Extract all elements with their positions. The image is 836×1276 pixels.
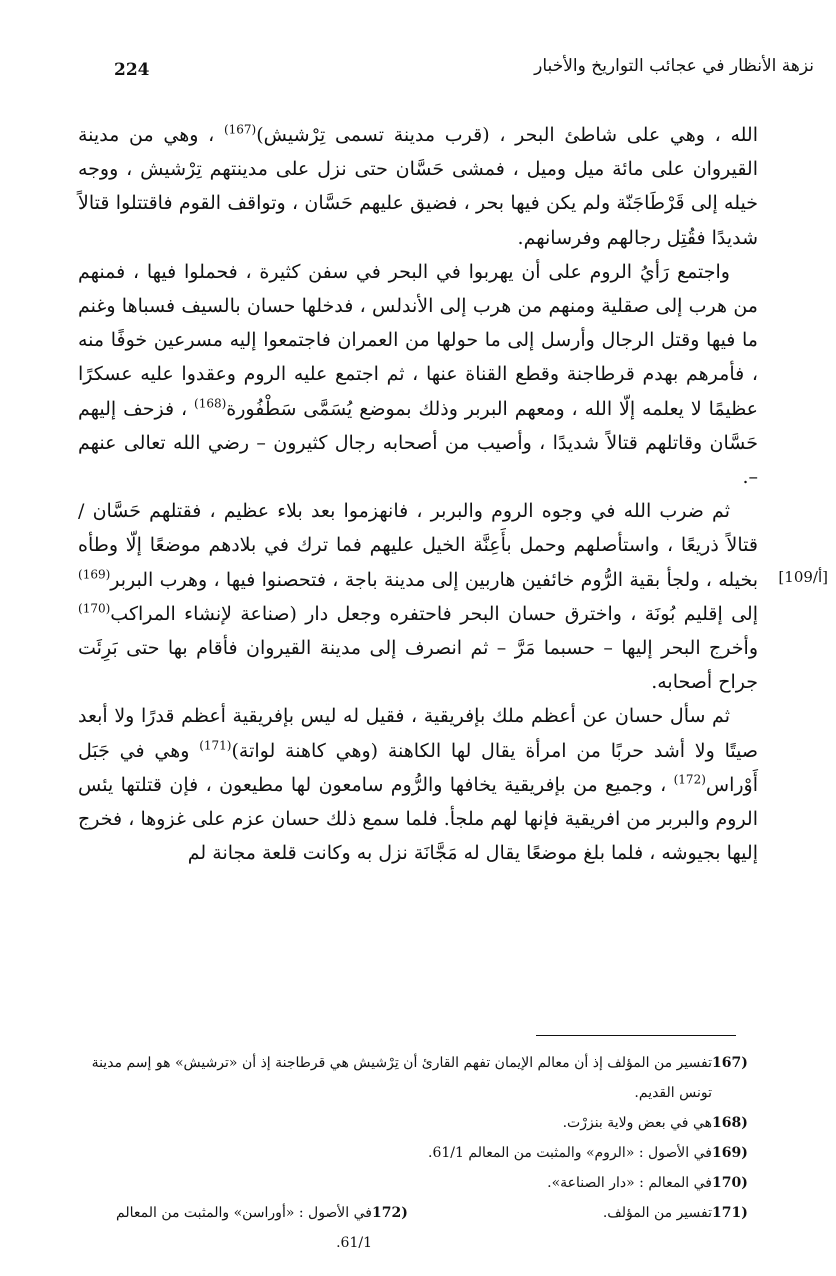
footnote-number: 172) <box>372 1205 408 1221</box>
footnote-number: 171) <box>712 1205 748 1221</box>
paragraph: واجتمع رَأيُ الروم على أن يهربوا في البحر في سفن كثيرة ، فحملوا فيها ، فمنهم من هرب إلى صقلية ومنهم من هرب إلى الأندلس ، فدخلها حسان بالسيف فسباها وغنم ما فيها وقتل الرجال وأرسل إلى ما حولها من العمران فاجتمعوا إليه مسرعين خوفًا منه ، فأمرهم بهدم قرطاجنة وقطع القناة عنها ، ثم اجتمع عليه الروم وعقدوا عليه عسكرًا عظيمًا لا يعلمه إلّا الله ، ومعهم البربر وذلك بموضع يُسَمَّى سَطْفُورة$^{(168)}$ ، فزحف إليهم حَسَّان وقاتلهم قتالاً شديدًا ، وأصيب من أصحابه رجال كثيرون – رضي الله تعالى عنهم –. <box>78 260 759 489</box>
footnote-ref[interactable]: (172) <box>673 772 706 787</box>
footnote-172 <box>78 1198 418 1258</box>
footnote-text: في الأصول : «الروم» والمثبت من المعالم 61/1. <box>428 1145 712 1161</box>
footnote-ref[interactable]: (169) <box>78 567 111 582</box>
footnote-ref[interactable]: (171) <box>199 738 232 753</box>
paragraph: الله ، وهي على شاطئ البحر ، (قرب مدينة تسمى تِرْشيش)$^{(167)}$ ، وهي من مدينة القيروان على مائة ميل وميل ، فمشى حَسَّان حتى نزل على مدينتهم تِرْشيش ، ووجه خيله إلى قَرْطَاجَنّة ولم يكن فيها بحر ، فضيق عليهم حَسَّان ، وتواقف القوم فاقتتلوا قتالاً شديدًا فقُتِل رجالهم وفرسانهم. <box>78 122 758 249</box>
footnote-text: هي في بعض ولاية بنزرْت. <box>562 1115 712 1131</box>
paragraph: ثم سأل حسان عن أعظم ملك بإفريقية ، فقيل له ليس بإفريقية أعظم قدرًا ولا أبعد صيتًا ولا أشد حربًا من امرأة يقال لها الكاهنة (وهي كاهنة لواتة)$^{(171)}$ وهي في جَبَل أَوْراس$^{(172)}$ ، وجميع من بإفريقية يخافها والرُّوم سامعون لها مطيعون ، فإن قتلتها يئس الروم والبربر من افريقية فإنها لهم ملجأ. فلما سمع ذلك حسان عزم على غزوها ، فخرج إليها بجيوشه ، فلما بلغ موضعًا يقال له مَجَّانَة نزل به وكانت قلعة مجانة لم <box>78 705 759 865</box>
footnote-number: 167) <box>712 1055 748 1071</box>
page-number: 224 <box>114 60 150 80</box>
running-header <box>22 56 814 86</box>
footnote-text: تفسير من المؤلف. <box>602 1205 712 1221</box>
footnote-ref[interactable]: (167) <box>223 122 257 137</box>
footnote-ref[interactable]: (168) <box>194 396 227 411</box>
footnote-168 <box>78 1108 758 1138</box>
margin-folio-note: [109/أ] <box>778 568 828 586</box>
footnote-text: في الأصول : «أوراسن» والمثبت من المعالم 61/1. <box>116 1205 372 1251</box>
footnote-divider <box>536 1035 736 1036</box>
footnote-number: 170) <box>712 1175 748 1191</box>
main-text <box>78 118 758 870</box>
book-title: نزهة الأنظار في عجائب التواريخ والأخبار <box>534 56 814 76</box>
footnote-continuation: تونس القديم. <box>634 1085 712 1101</box>
footnote-text: تفسير من المؤلف إذ أن معالم الإيمان تفهم القارئ أن تِرْشيش هي قرطاجنة إذ أن «ترشيش» هو إسم مدينة <box>91 1055 712 1071</box>
footnote-170 <box>78 1168 758 1198</box>
footnote-169 <box>78 1138 758 1168</box>
footnote-number: 169) <box>712 1145 748 1161</box>
footnote-text: في المعالم : «دار الصناعة». <box>547 1175 712 1191</box>
footnote-167 <box>78 1048 758 1078</box>
paragraph: ثم ضرب الله في وجوه الروم والبربر ، فانهزموا بعد بلاء عظيم ، فقتلهم حَسَّان / قتالاً ذريعًا ، واستأصلهم وحمل بأَعِنَّة الخيل عليهم فما ترك في بلادهم موضعًا إلّا وطأه بخيله ، ولجأ بقية الرُّوم خائفين هاربين إلى مدينة باجة ، فتحصنوا فيها ، وهرب البربر$^{(169)}$ إلى إقليم بُونَة ، واخترق حسان البحر فاحتفره وجعل دار (صناعة لإنشاء المراكب$^{(170)}$ وأخرج البحر إليها – حسبما مَرَّ – ثم انصرف إلى مدينة القيروان فأقام بها حتى بَرِئَت جراح أصحابه. <box>78 500 758 694</box>
footnote-pair <box>78 1198 758 1258</box>
footnote-ref[interactable]: (170) <box>78 601 111 616</box>
footnote-171 <box>418 1198 758 1258</box>
footnotes <box>78 1048 758 1258</box>
footnote-number: 168) <box>712 1115 748 1131</box>
